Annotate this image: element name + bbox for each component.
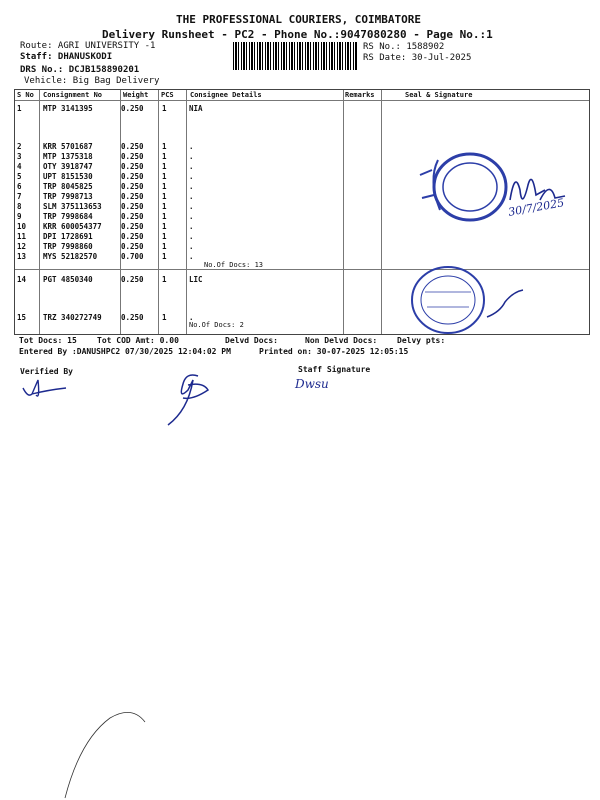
row-pcs: 1 bbox=[162, 152, 167, 161]
row-pcs: 1 bbox=[162, 242, 167, 251]
row-consignment-no: DPI 1728691 bbox=[43, 232, 93, 241]
row-sno: 4 bbox=[17, 162, 22, 171]
row-pcs: 1 bbox=[162, 104, 167, 113]
row-consignee: . bbox=[189, 242, 194, 251]
row-consignment-no: KRR 5701687 bbox=[43, 142, 93, 151]
row-consignment-no: TRP 7998713 bbox=[43, 192, 93, 201]
total-cod-amount: Tot COD Amt: 0.00 bbox=[97, 336, 179, 345]
row-weight: 0.250 bbox=[121, 212, 144, 221]
row-consignee: . bbox=[189, 152, 194, 161]
row-consignment-no: TRP 8045825 bbox=[43, 182, 93, 191]
row-weight: 0.250 bbox=[121, 142, 144, 151]
col-header-consignee: Consignee Details bbox=[190, 91, 262, 99]
entered-by: Entered By :DANUSHPC2 07/30/2025 12:04:02 PM bbox=[19, 347, 231, 356]
row-sno: 7 bbox=[17, 192, 22, 201]
col-header-pcs: PCS bbox=[161, 91, 174, 99]
col-header-seal-signature: Seal & Signature bbox=[405, 91, 473, 99]
row-pcs: 1 bbox=[162, 252, 167, 261]
seal-stamp-2 bbox=[405, 262, 535, 342]
row-weight: 0.250 bbox=[121, 222, 144, 231]
row-weight: 0.250 bbox=[121, 172, 144, 181]
row-weight: 0.250 bbox=[121, 182, 144, 191]
row-consignee: . bbox=[189, 162, 194, 171]
row-consignee: . bbox=[189, 252, 194, 261]
route-label: Route: AGRI UNIVERSITY -1 bbox=[20, 41, 156, 51]
row-pcs: 1 bbox=[162, 142, 167, 151]
non-delivered-docs: Non Delvd Docs: bbox=[305, 336, 378, 345]
rs-number: RS No.: 1588902 bbox=[363, 42, 445, 52]
row-weight: 0.250 bbox=[121, 152, 144, 161]
row-consignee: . bbox=[189, 313, 194, 322]
row-consignment-no: UPT 8151530 bbox=[43, 172, 93, 181]
row-consignee: . bbox=[189, 182, 194, 191]
staff-label: Staff: DHANUSKODI bbox=[20, 52, 113, 62]
row-pcs: 1 bbox=[162, 192, 167, 201]
col-header-consignment: Consignment No bbox=[43, 91, 103, 99]
row-sno: 5 bbox=[17, 172, 22, 181]
row-consignment-no: TRZ 340272749 bbox=[43, 313, 102, 322]
document-title: THE PROFESSIONAL COURIERS, COIMBATORE bbox=[176, 13, 422, 26]
row-pcs: 1 bbox=[162, 232, 167, 241]
row-consignment-no: OTY 3918747 bbox=[43, 162, 93, 171]
drs-number: DRS No.: DCJB158890201 bbox=[20, 65, 140, 75]
row-pcs: 1 bbox=[162, 212, 167, 221]
row-sno: 12 bbox=[17, 242, 27, 251]
row-weight: 0.250 bbox=[121, 275, 144, 284]
row-sno: 13 bbox=[17, 252, 27, 261]
row-consignee: . bbox=[189, 142, 194, 151]
row-weight: 0.250 bbox=[121, 242, 144, 251]
row-consignment-no: MYS 52182570 bbox=[43, 252, 98, 261]
group2-doc-count: No.Of Docs: 2 bbox=[189, 321, 244, 329]
row-sno: 14 bbox=[17, 275, 27, 284]
row-weight: 0.250 bbox=[121, 232, 144, 241]
row-weight: 0.250 bbox=[121, 313, 144, 322]
handwritten-date: 30/7/2025 bbox=[507, 196, 566, 219]
row-weight: 0.250 bbox=[121, 192, 144, 201]
printed-on: Printed on: 30-07-2025 12:05:15 bbox=[259, 347, 409, 356]
col-header-remarks: Remarks bbox=[345, 91, 375, 99]
delivery-points: Delvy pts: bbox=[397, 336, 446, 345]
row-sno: 10 bbox=[17, 222, 27, 231]
verifier-signature bbox=[18, 370, 238, 430]
rs-date: RS Date: 30-Jul-2025 bbox=[363, 53, 472, 63]
row-consignment-no: TRP 7998684 bbox=[43, 212, 93, 221]
row-sno: 3 bbox=[17, 152, 22, 161]
verified-by-label: Verified By bbox=[20, 367, 73, 376]
row-sno: 11 bbox=[17, 232, 27, 241]
row-pcs: 1 bbox=[162, 275, 167, 284]
row-sno: 15 bbox=[17, 313, 27, 322]
row-consignment-no: PGT 4850340 bbox=[43, 275, 93, 284]
row-consignment-no: MTP 1375318 bbox=[43, 152, 93, 161]
row-pcs: 1 bbox=[162, 162, 167, 171]
row-weight: 0.250 bbox=[121, 162, 144, 171]
row-sno: 1 bbox=[17, 104, 22, 113]
seal-stamp-1 bbox=[410, 140, 600, 240]
delivered-docs: Delvd Docs: bbox=[225, 336, 278, 345]
row-sno: 9 bbox=[17, 212, 22, 221]
col-header-weight: Weight bbox=[123, 91, 149, 99]
row-pcs: 1 bbox=[162, 222, 167, 231]
row-sno: 8 bbox=[17, 202, 22, 211]
row-weight: 0.250 bbox=[121, 104, 144, 113]
row-pcs: 1 bbox=[162, 202, 167, 211]
row-weight: 0.700 bbox=[121, 252, 144, 261]
row-consignment-no: SLM 375113653 bbox=[43, 202, 102, 211]
row-consignment-no: TRP 7998860 bbox=[43, 242, 93, 251]
pen-stray-mark bbox=[60, 700, 160, 800]
row-pcs: 1 bbox=[162, 172, 167, 181]
row-sno: 2 bbox=[17, 142, 22, 151]
row-consignee: . bbox=[189, 202, 194, 211]
row-pcs: 1 bbox=[162, 182, 167, 191]
group1-doc-count: No.Of Docs: 13 bbox=[204, 261, 264, 269]
staff-signature-label: Staff Signature bbox=[298, 365, 371, 374]
runsheet-subtitle: Delivery Runsheet - PC2 - Phone No.:9047080280 - Page No.:1 bbox=[102, 28, 493, 41]
row-consignee: . bbox=[189, 222, 194, 231]
staff-signature-scrawl: Dwsu bbox=[295, 377, 329, 391]
row-sno: 6 bbox=[17, 182, 22, 191]
row-consignee: . bbox=[189, 192, 194, 201]
row-pcs: 1 bbox=[162, 313, 167, 322]
row-weight: 0.250 bbox=[121, 202, 144, 211]
row-consignee: . bbox=[189, 172, 194, 181]
barcode bbox=[233, 42, 358, 70]
row-consignment-no: MTP 3141395 bbox=[43, 104, 93, 113]
vehicle-label: Vehicle: Big Bag Delivery bbox=[24, 76, 160, 86]
row-consignee: LIC bbox=[189, 275, 203, 284]
row-consignment-no: KRR 600054377 bbox=[43, 222, 102, 231]
total-docs: Tot Docs: 15 bbox=[19, 336, 77, 345]
row-consignee: . bbox=[189, 232, 194, 241]
row-consignee: . bbox=[189, 212, 194, 221]
row-consignee: NIA bbox=[189, 104, 203, 113]
col-header-sno: S No bbox=[17, 91, 34, 99]
